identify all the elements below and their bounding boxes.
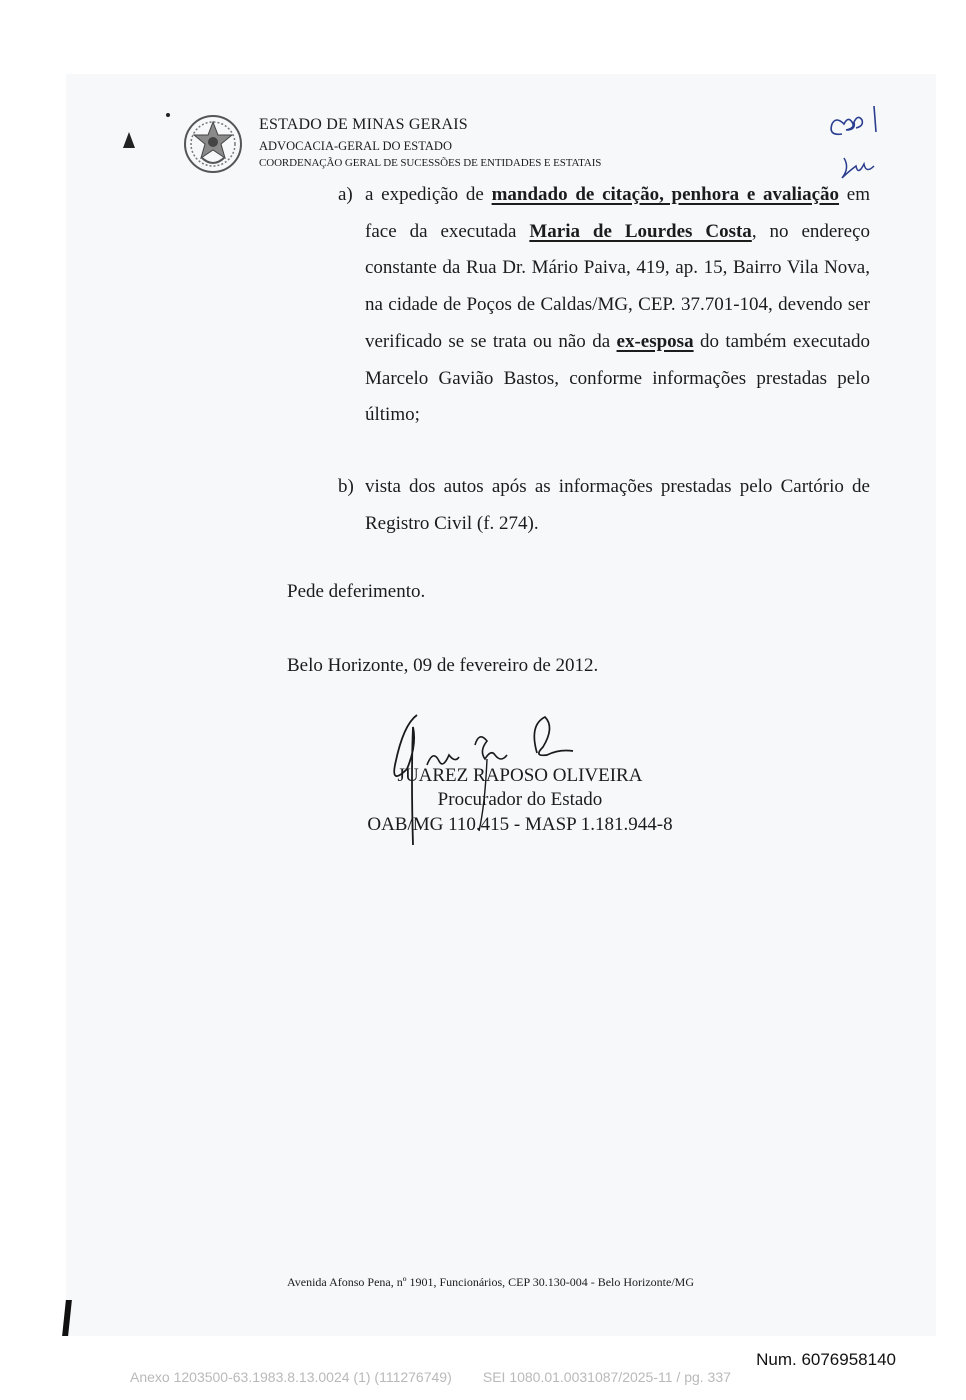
item-a-bold-1: mandado de citação, penhora e avaliação: [491, 184, 840, 205]
item-a-text-4: do também executado Marcelo Gavião Bastos, conforme informações prestadas pelo último;: [365, 330, 870, 426]
item-text: vista dos autos após as informações prestadas pelo Cartório de Registro Civil (f. 274).: [365, 476, 870, 534]
signatory-registration: OAB/MG 110.415 - MASP 1.181.944-8: [367, 814, 673, 835]
closing-line: Pede deferimento.: [287, 581, 426, 602]
footer-address: Avenida Afonso Pena, nº 1901, Funcionários, CEP 30.130-004 - Belo Horizonte/MG: [287, 1275, 695, 1289]
item-a-text-1: a expedição de: [365, 184, 492, 205]
state-coat-of-arms-icon: [183, 113, 243, 175]
document-number: Num. 6076958140: [756, 1350, 896, 1369]
place-date: Belo Horizonte, 09 de fevereiro de 2012.: [287, 655, 599, 676]
annex-reference: Anexo 1203500-63.1983.8.13.0024 (1) (111276749) SEI 1080.01.0031087/2025-11 / pg. 337: [130, 1369, 731, 1385]
header-state: ESTADO DE MINAS GERAIS: [259, 116, 468, 133]
header-agency: ADVOCACIA-GERAL DO ESTADO: [259, 139, 452, 153]
item-label: b): [338, 476, 354, 497]
item-a-text-3: , no endereço constante da Rua Dr. Mário Paiva, 419, ap. 15, Bairro Vila Nova, na cidade de Poços de Caldas/MG, CEP. 37.701-104, devendo ser verificado se se trata ou não da: [365, 220, 871, 352]
item-label: a): [338, 184, 353, 205]
header-coordination: COORDENAÇÃO GERAL DE SUCESSÕES DE ENTIDADES E ESTATAIS: [259, 157, 602, 169]
item-text: [365, 177, 870, 434]
signatory-title: Procurador do Estado: [437, 789, 603, 810]
scan-speck: [166, 113, 170, 117]
request-item-a: [338, 177, 870, 434]
signatory-name: JUAREZ RAPOSO OLIVEIRA: [397, 765, 643, 786]
request-item-b: [338, 469, 870, 542]
item-a-text-2: em face da executada: [365, 184, 870, 242]
item-a-bold-3: ex-esposa: [616, 330, 694, 352]
handwritten-signature: [383, 705, 578, 855]
arrow-mark-icon: [122, 132, 136, 148]
item-a-bold-2: Maria de Lourdes Costa: [529, 220, 752, 242]
